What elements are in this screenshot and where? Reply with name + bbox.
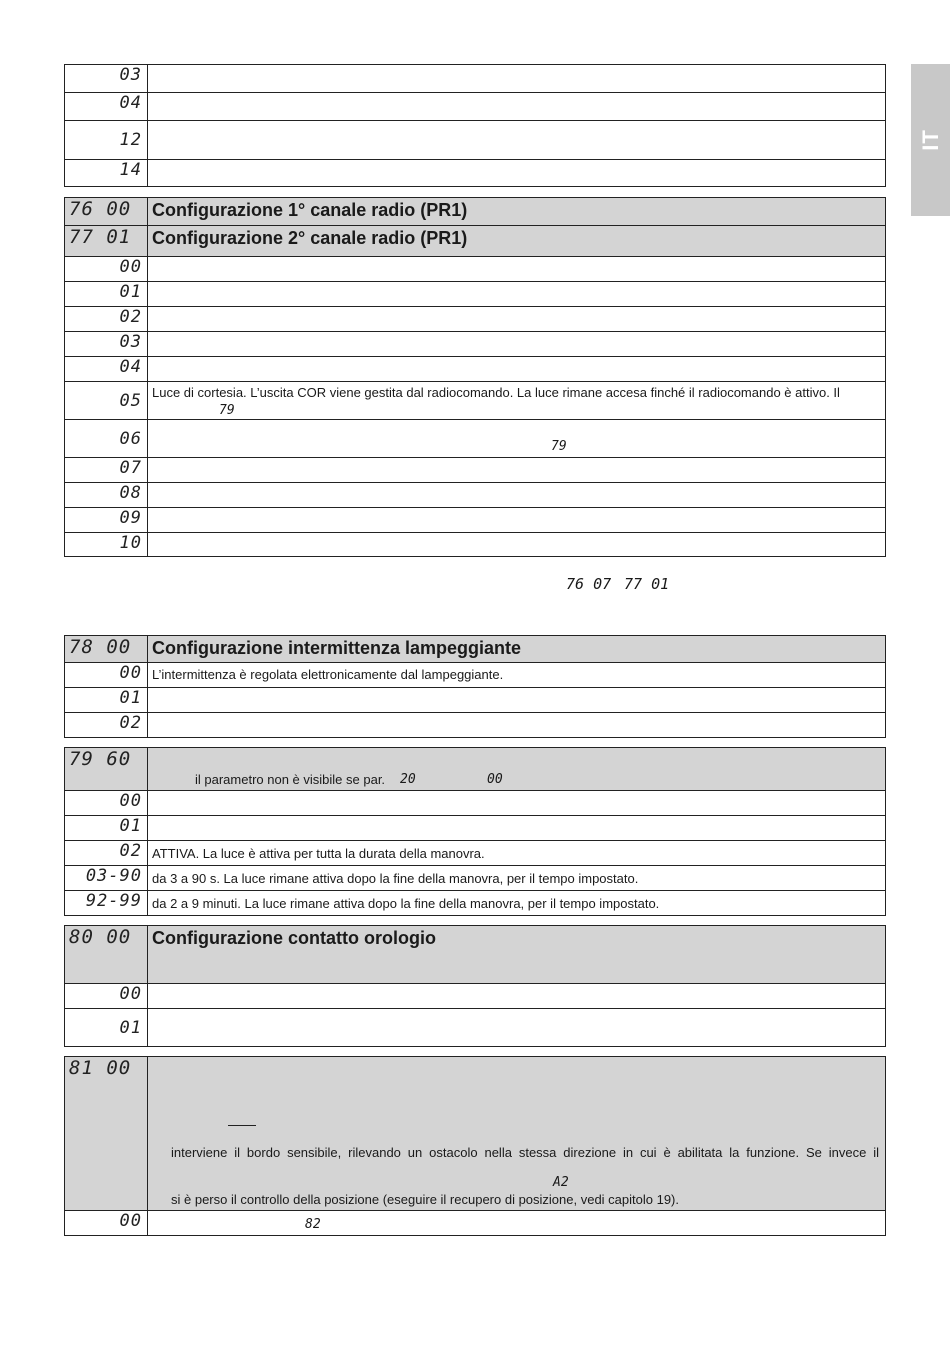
table-row-code: 00	[65, 984, 148, 1009]
table-row-code: 02	[65, 307, 148, 332]
table-row-code: 03	[65, 332, 148, 357]
table-row-code: 05	[65, 382, 148, 420]
table-row-code: 07	[65, 458, 148, 483]
table-row-code: 10	[65, 533, 148, 557]
table-row-code: 01	[65, 1009, 148, 1047]
table-row-code: 01	[65, 816, 148, 841]
param-code: 79 60	[65, 748, 148, 791]
table-row-code: 00	[65, 663, 148, 688]
table-row-code: 00	[65, 791, 148, 816]
table-clock-contact	[64, 925, 886, 1047]
table-row-code: 12	[65, 121, 148, 160]
param-code: 76 00	[65, 198, 148, 226]
table-row-code: 02	[65, 713, 148, 738]
table-row-code: 01	[65, 282, 148, 307]
table-row-code: 92-99	[65, 891, 148, 916]
row-description: ATTIVA. La luce è attiva per tutta la durata della manovra.	[148, 841, 886, 866]
overline-mark	[228, 1125, 256, 1126]
param-note: il parametro non è visibile se par.	[195, 772, 386, 787]
table-radio-channel	[64, 197, 886, 557]
table-row-code: 14	[65, 160, 148, 187]
row-description: da 3 a 90 s. La luce rimane attiva dopo la fine della manovra, per il tempo impostato.	[148, 866, 886, 891]
table-row-code: 06	[65, 420, 148, 458]
table-row-code: 02	[65, 841, 148, 866]
table-courtesy-light	[64, 747, 886, 916]
param-description: interviene il bordo sensibile, rilevando un ostacolo nella stessa direzione in cui è abilitata la funzione. Se invece il	[171, 1145, 879, 1160]
table-param-81	[64, 1056, 886, 1236]
inline-code: 82	[305, 1217, 321, 1232]
language-tab	[911, 64, 950, 216]
inline-code: A2	[553, 1175, 569, 1190]
param-code: 80 00	[65, 926, 148, 984]
param-title: Configurazione intermittenza lampeggiante	[148, 636, 886, 663]
table-row-code: 08	[65, 483, 148, 508]
note-code: 76 07	[566, 575, 612, 593]
param-title: Configurazione contatto orologio	[148, 926, 886, 984]
param-code: 77 01	[65, 226, 148, 257]
table-row-code: 03	[65, 65, 148, 93]
param-title: Configurazione 2° canale radio (PR1)	[148, 226, 886, 257]
table-flasher	[64, 635, 886, 738]
row-description: da 2 a 9 minuti. La luce rimane attiva dopo la fine della manovra, per il tempo impostato.	[148, 891, 886, 916]
table-row-code: 03-90	[65, 866, 148, 891]
row-description: L’intermittenza è regolata elettronicamente dal lampeggiante.	[148, 663, 886, 688]
table-row-code: 04	[65, 93, 148, 121]
row-description: Luce di cortesia. L’uscita COR viene gestita dal radiocomando. La luce rimane accesa finché il radiocomando è attivo. Il	[152, 385, 840, 400]
param-code: 78 00	[65, 636, 148, 663]
table-row-code: 00	[65, 1211, 148, 1236]
param-title: Configurazione 1° canale radio (PR1)	[148, 198, 886, 226]
inline-code: 20	[400, 772, 416, 787]
note-code: 77 01	[624, 575, 670, 593]
inline-code: 00	[487, 772, 503, 787]
table-row-code: 01	[65, 688, 148, 713]
language-label: IT	[917, 129, 943, 151]
table-continuation	[64, 64, 886, 187]
param-code: 81 00	[65, 1057, 148, 1211]
table-row-code: 04	[65, 357, 148, 382]
table-row-code: 00	[65, 257, 148, 282]
inline-code: 79	[551, 439, 567, 454]
table-row-code: 09	[65, 508, 148, 533]
param-description: si è perso il controllo della posizione (eseguire il recupero di posizione, vedi capitolo 19).	[171, 1192, 680, 1207]
inline-code: 79	[219, 403, 235, 418]
